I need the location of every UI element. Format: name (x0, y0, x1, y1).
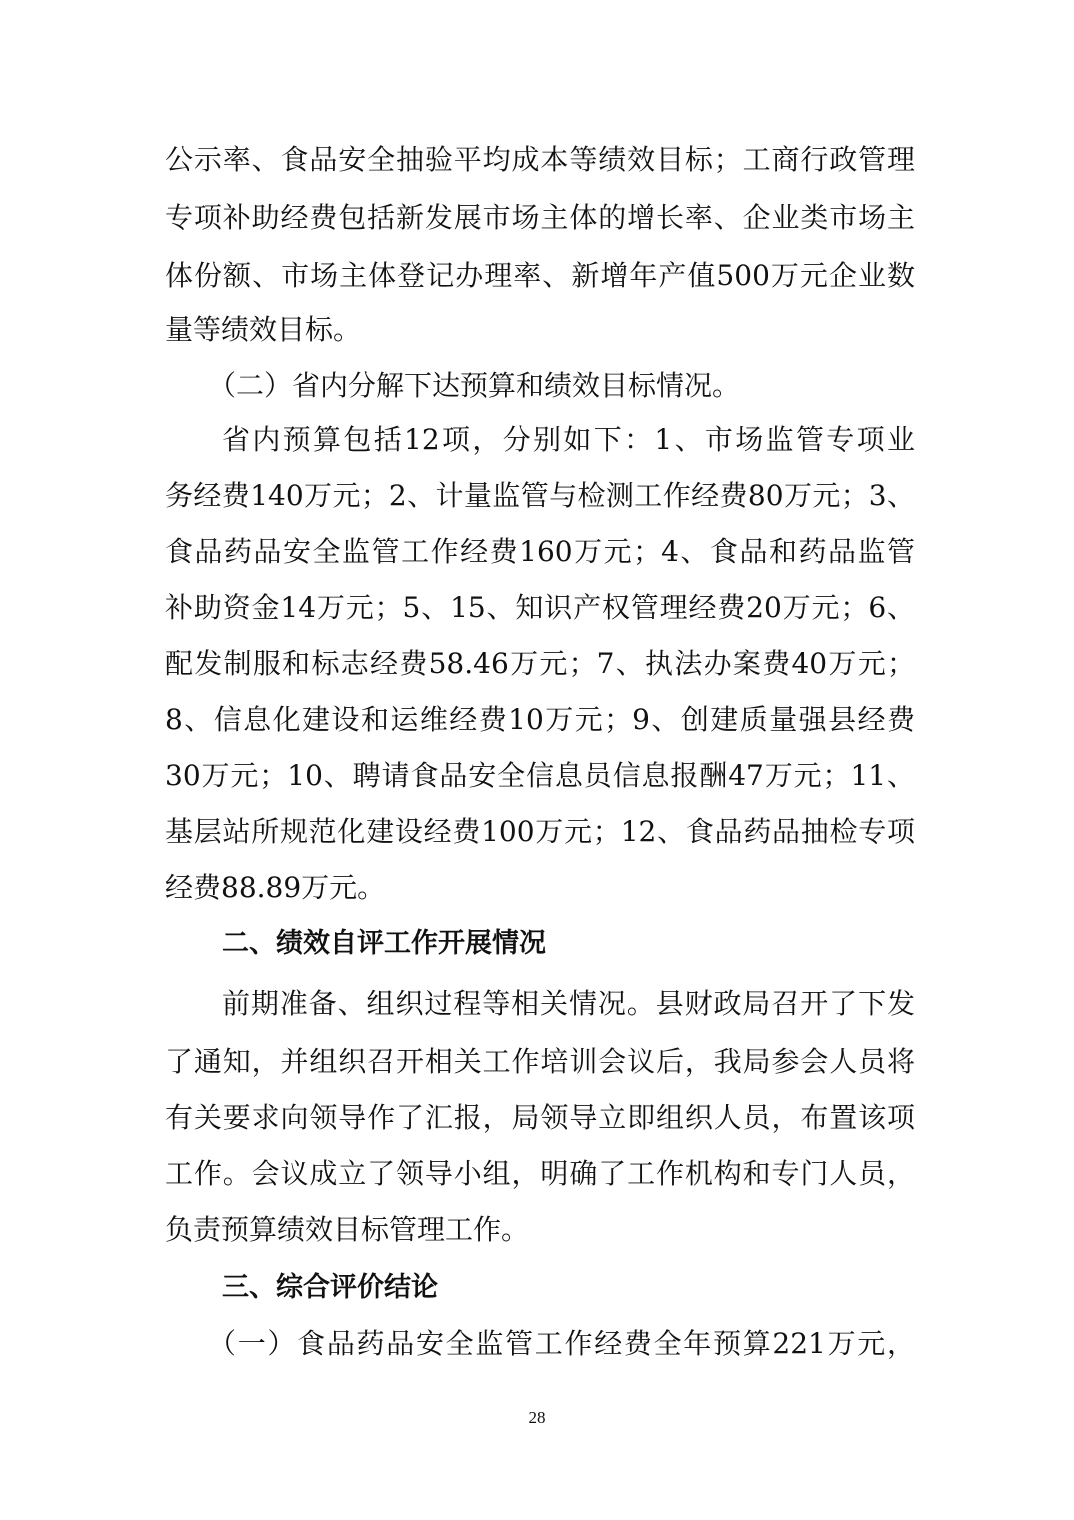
paragraph-line: 量等绩效目标。 (165, 313, 362, 346)
paragraph-line: 省内预算包括12项，分别如下：1、市场监管专项业 (222, 423, 915, 456)
paragraph-line: 公示率、食品安全抽验平均成本等绩效目标；工商行政管理 (165, 143, 915, 176)
paragraph-line: 30万元；10、聘请食品安全信息员信息报酬47万元；11、 (165, 759, 915, 792)
paragraph-line: 专项补助经费包括新发展市场主体的增长率、企业类市场主 (165, 201, 915, 234)
section-heading: 三、综合评价结论 (222, 1272, 438, 1303)
paragraph-line: 工作。会议成立了领导小组，明确了工作机构和专门人员， (165, 1157, 915, 1190)
paragraph-line: 经费88.89万元。 (165, 871, 386, 904)
paragraph-line: 前期准备、组织过程等相关情况。县财政局召开了下发 (222, 987, 915, 1020)
paragraph-line: 体份额、市场主体登记办理率、新增年产值500万元企业数 (165, 259, 915, 292)
paragraph-line: 负责预算绩效目标管理工作。 (165, 1213, 530, 1246)
paragraph-line: 补助资金14万元；5、15、知识产权管理经费20万元；6、 (165, 591, 915, 624)
paragraph-line: 8、信息化建设和运维经费10万元；9、创建质量强县经费 (165, 703, 915, 736)
paragraph-line: 了通知，并组织召开相关工作培训会议后，我局参会人员将 (165, 1045, 915, 1078)
page-number: 28 (528, 1408, 546, 1427)
paragraph-line: 配发制服和标志经费58.46万元；7、执法办案费40万元； (165, 647, 915, 680)
paragraph-line: 有关要求向领导作了汇报，局领导立即组织人员，布置该项 (165, 1101, 915, 1134)
paragraph-line: 基层站所规范化建设经费100万元；12、食品药品抽检专项 (165, 815, 915, 848)
paragraph-line: 务经费140万元；2、计量监管与检测工作经费80万元；3、 (165, 479, 915, 512)
section-subheading: （二）省内分解下达预算和绩效目标情况。 (208, 369, 741, 402)
section-heading: 二、绩效自评工作开展情况 (222, 928, 546, 959)
paragraph-line: （一）食品药品安全监管工作经费全年预算221万元， (208, 1327, 915, 1360)
paragraph-line: 食品药品安全监管工作经费160万元；4、食品和药品监管 (165, 535, 915, 568)
